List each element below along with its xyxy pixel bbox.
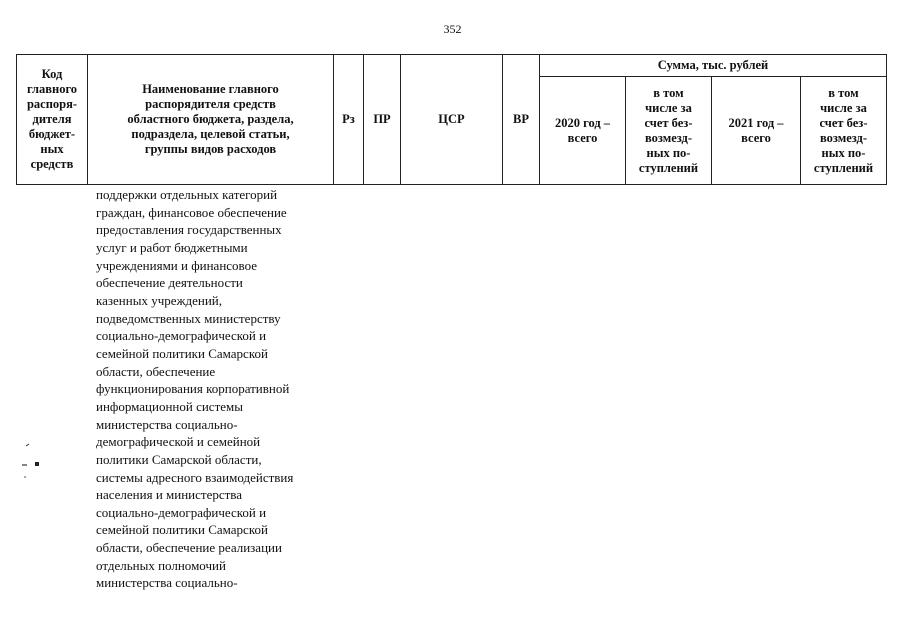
header-2021-line: всего (741, 130, 771, 145)
header-code-line: ных (40, 142, 64, 156)
header-name-line: подраздела, целевой статьи, (131, 127, 290, 141)
text-line: подведомственных министерству (96, 310, 281, 326)
text-line: семейной политики Самарской (96, 522, 268, 538)
text-line: предоставления государственных (96, 222, 282, 238)
header-2021-incl-line: ных по- (821, 145, 866, 160)
text-line: поддержки отдельных категорий (96, 187, 278, 202)
header-name-line: областного бюджета, раздела, (127, 112, 294, 126)
page-number: 352 (443, 22, 462, 36)
header-2020-incl-line: ступлений (638, 160, 699, 175)
header-2021-gratuitous (801, 77, 887, 185)
text-line: информационной системы (96, 398, 243, 414)
text-line: отдельных полномочий (96, 557, 226, 573)
header-2020-total (540, 77, 626, 185)
header-2021-incl-line: счет без- (819, 115, 868, 130)
text-line: населения и министерства (96, 487, 243, 503)
text-line: социально-демографической и (96, 328, 267, 344)
header-vr: ВР (503, 55, 540, 185)
header-name-line: распорядителя средств (145, 97, 276, 111)
header-2020-gratuitous (626, 77, 712, 185)
text-line: социально-демографической и (96, 504, 267, 520)
header-code-line: средств (30, 157, 74, 171)
header-code-line: главного (26, 82, 78, 96)
header-name (88, 55, 334, 185)
header-2020-incl-line: числе за (645, 100, 692, 115)
budget-table-header (16, 54, 887, 185)
header-2021-incl-line: в том (828, 85, 859, 100)
text-line: граждан, финансовое обеспечение (96, 204, 287, 220)
header-code (17, 55, 88, 185)
text-line: услуг и работ бюджетными (96, 239, 248, 255)
header-2021-incl-line: числе за (820, 100, 867, 115)
header-2020-incl-line: в том (653, 85, 684, 100)
header-2021-incl-line: возмезд- (819, 130, 868, 145)
header-code-line: Код (41, 67, 63, 81)
expense-description (96, 186, 341, 592)
text-line: функционирования корпоративной (96, 381, 290, 397)
text-line: семейной политики Самарской (96, 345, 268, 361)
header-name-line: Наименование главного (142, 82, 279, 96)
header-sum: Сумма, тыс. рублей (540, 55, 887, 77)
header-2021-total (712, 77, 801, 185)
header-2021-incl-line: ступлений (813, 160, 874, 175)
text-line: политики Самарской области, (96, 451, 262, 467)
header-2020-line: всего (567, 130, 598, 145)
text-line: обеспечение деятельности (96, 275, 243, 291)
text-line: области, обеспечение (96, 363, 216, 379)
text-line: министерства социально- (96, 575, 238, 591)
header-code-line: распоря- (26, 97, 78, 111)
header-2020-incl-line: возмезд- (644, 130, 693, 145)
text-line: казенных учреждений, (96, 292, 222, 308)
header-2020-incl-line: ных по- (646, 145, 691, 160)
text-line: министерства социально- (96, 416, 238, 432)
scan-artifact-marks (20, 440, 50, 480)
header-rz: Рз (334, 55, 364, 185)
header-code-line: бюджет- (28, 127, 76, 141)
header-pr: ПР (364, 55, 401, 185)
text-line: системы адресного взаимодействия (96, 469, 294, 485)
text-line: демографической и семейной (96, 434, 261, 450)
text-line: области, обеспечение реализации (96, 540, 282, 556)
header-csr: ЦСР (401, 55, 503, 185)
header-2021-line: 2021 год – (728, 115, 784, 130)
header-2020-line: 2020 год – (554, 115, 611, 130)
header-2020-incl-line: счет без- (644, 115, 693, 130)
header-code-line: дителя (32, 112, 72, 126)
header-name-line: группы видов расходов (144, 142, 277, 156)
text-line: учреждениями и финансовое (96, 257, 258, 273)
